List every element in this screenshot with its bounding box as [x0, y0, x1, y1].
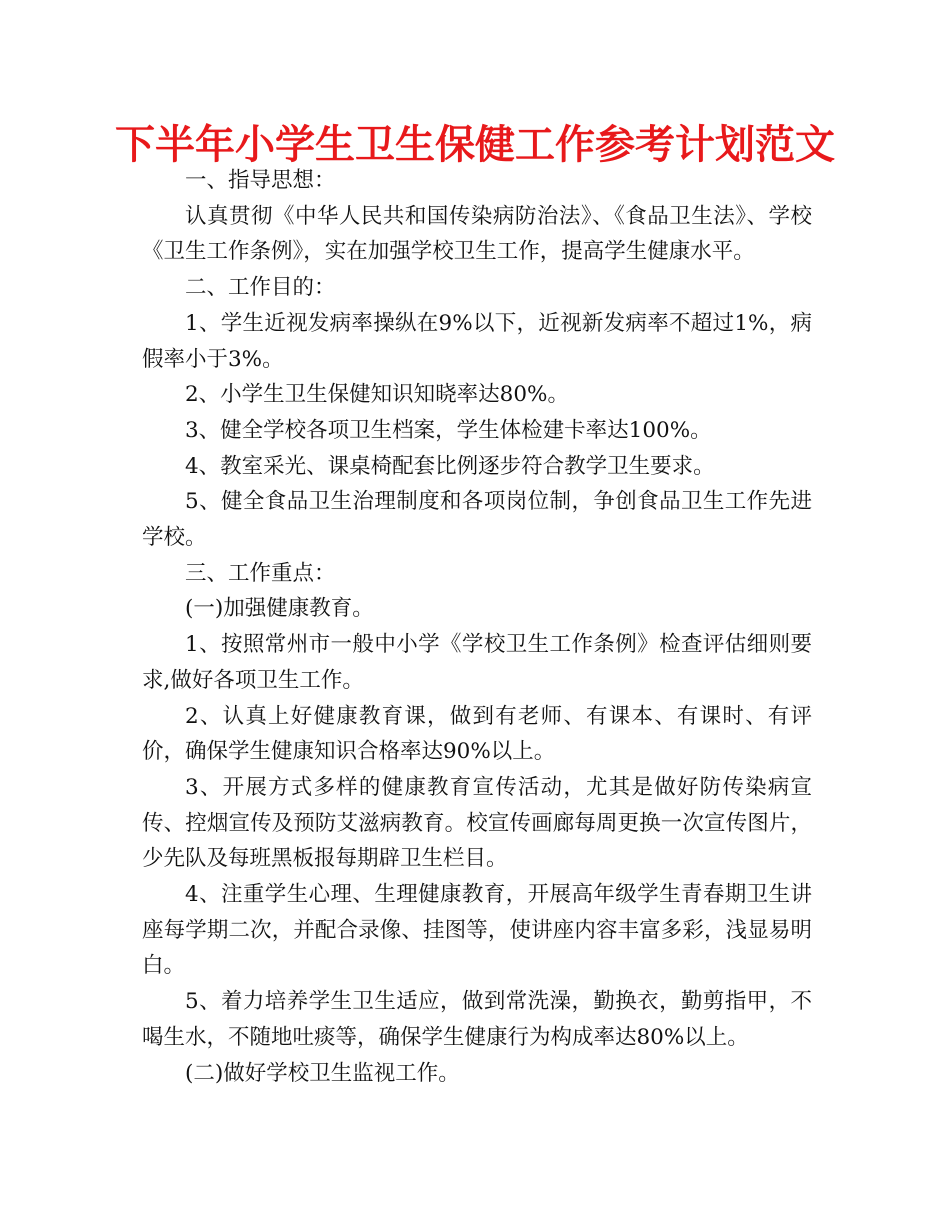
subsection-heading: (一)加强健康教育。 [185, 596, 374, 622]
section-heading: 一、指导思想： [185, 168, 336, 193]
document-title: 下半年小学生卫生保健工作参考计划范文 [115, 122, 835, 168]
section-heading: 三、工作重点： [185, 560, 336, 586]
paragraph: 2、认真上好健康教育课，做到有老师、有课本、有课时、有评价，确保学生健康知识合格率达90%以上。 [142, 703, 812, 765]
paragraph: 认真贯彻《中华人民共和国传染病防治法》、《食品卫生法》、学校《卫生工作条例》，实在加强学校卫生工作，提高学生健康水平。 [142, 203, 812, 265]
paragraph: 3、开展方式多样的健康教育宣传活动，尤其是做好防传染病宣传、控烟宣传及预防艾滋病教育。校宣传画廊每周更换一次宣传图片，少先队及每班黑板报每期辟卫生栏目。 [142, 774, 812, 872]
document-body [142, 163, 812, 1091]
paragraph: 3、健全学校各项卫生档案，学生体检建卡率达100%。 [185, 417, 712, 443]
paragraph: 4、教室采光、课桌椅配套比例逐步符合教学卫生要求。 [185, 453, 715, 479]
section-heading: 二、工作目的： [185, 275, 336, 301]
paragraph: 4、注重学生心理、生理健康教育，开展高年级学生青春期卫生讲座每学期二次，并配合录像、挂图等，使讲座内容丰富多彩，浅显易明白。 [142, 882, 812, 979]
paragraph: 2、小学生卫生保健知识知晓率达80%。 [185, 382, 569, 408]
paragraph: 1、按照常州市一般中小学《学校卫生工作条例》检查评估细则要求,做好各项卫生工作。 [142, 632, 812, 693]
paragraph: 5、健全食品卫生治理制度和各项岗位制，争创食品卫生工作先进学校。 [142, 489, 812, 551]
paragraph: 5、着力培养学生卫生适应，做到常洗澡，勤换衣，勤剪指甲，不喝生水，不随地吐痰等，确保学生健康行为构成率达80%以上。 [142, 989, 812, 1050]
paragraph: 1、学生近视发病率操纵在9%以下，近视新发病率不超过1%，病假率小于3%。 [142, 310, 812, 372]
subsection-heading: (二)做好学校卫生监视工作。 [185, 1060, 460, 1086]
